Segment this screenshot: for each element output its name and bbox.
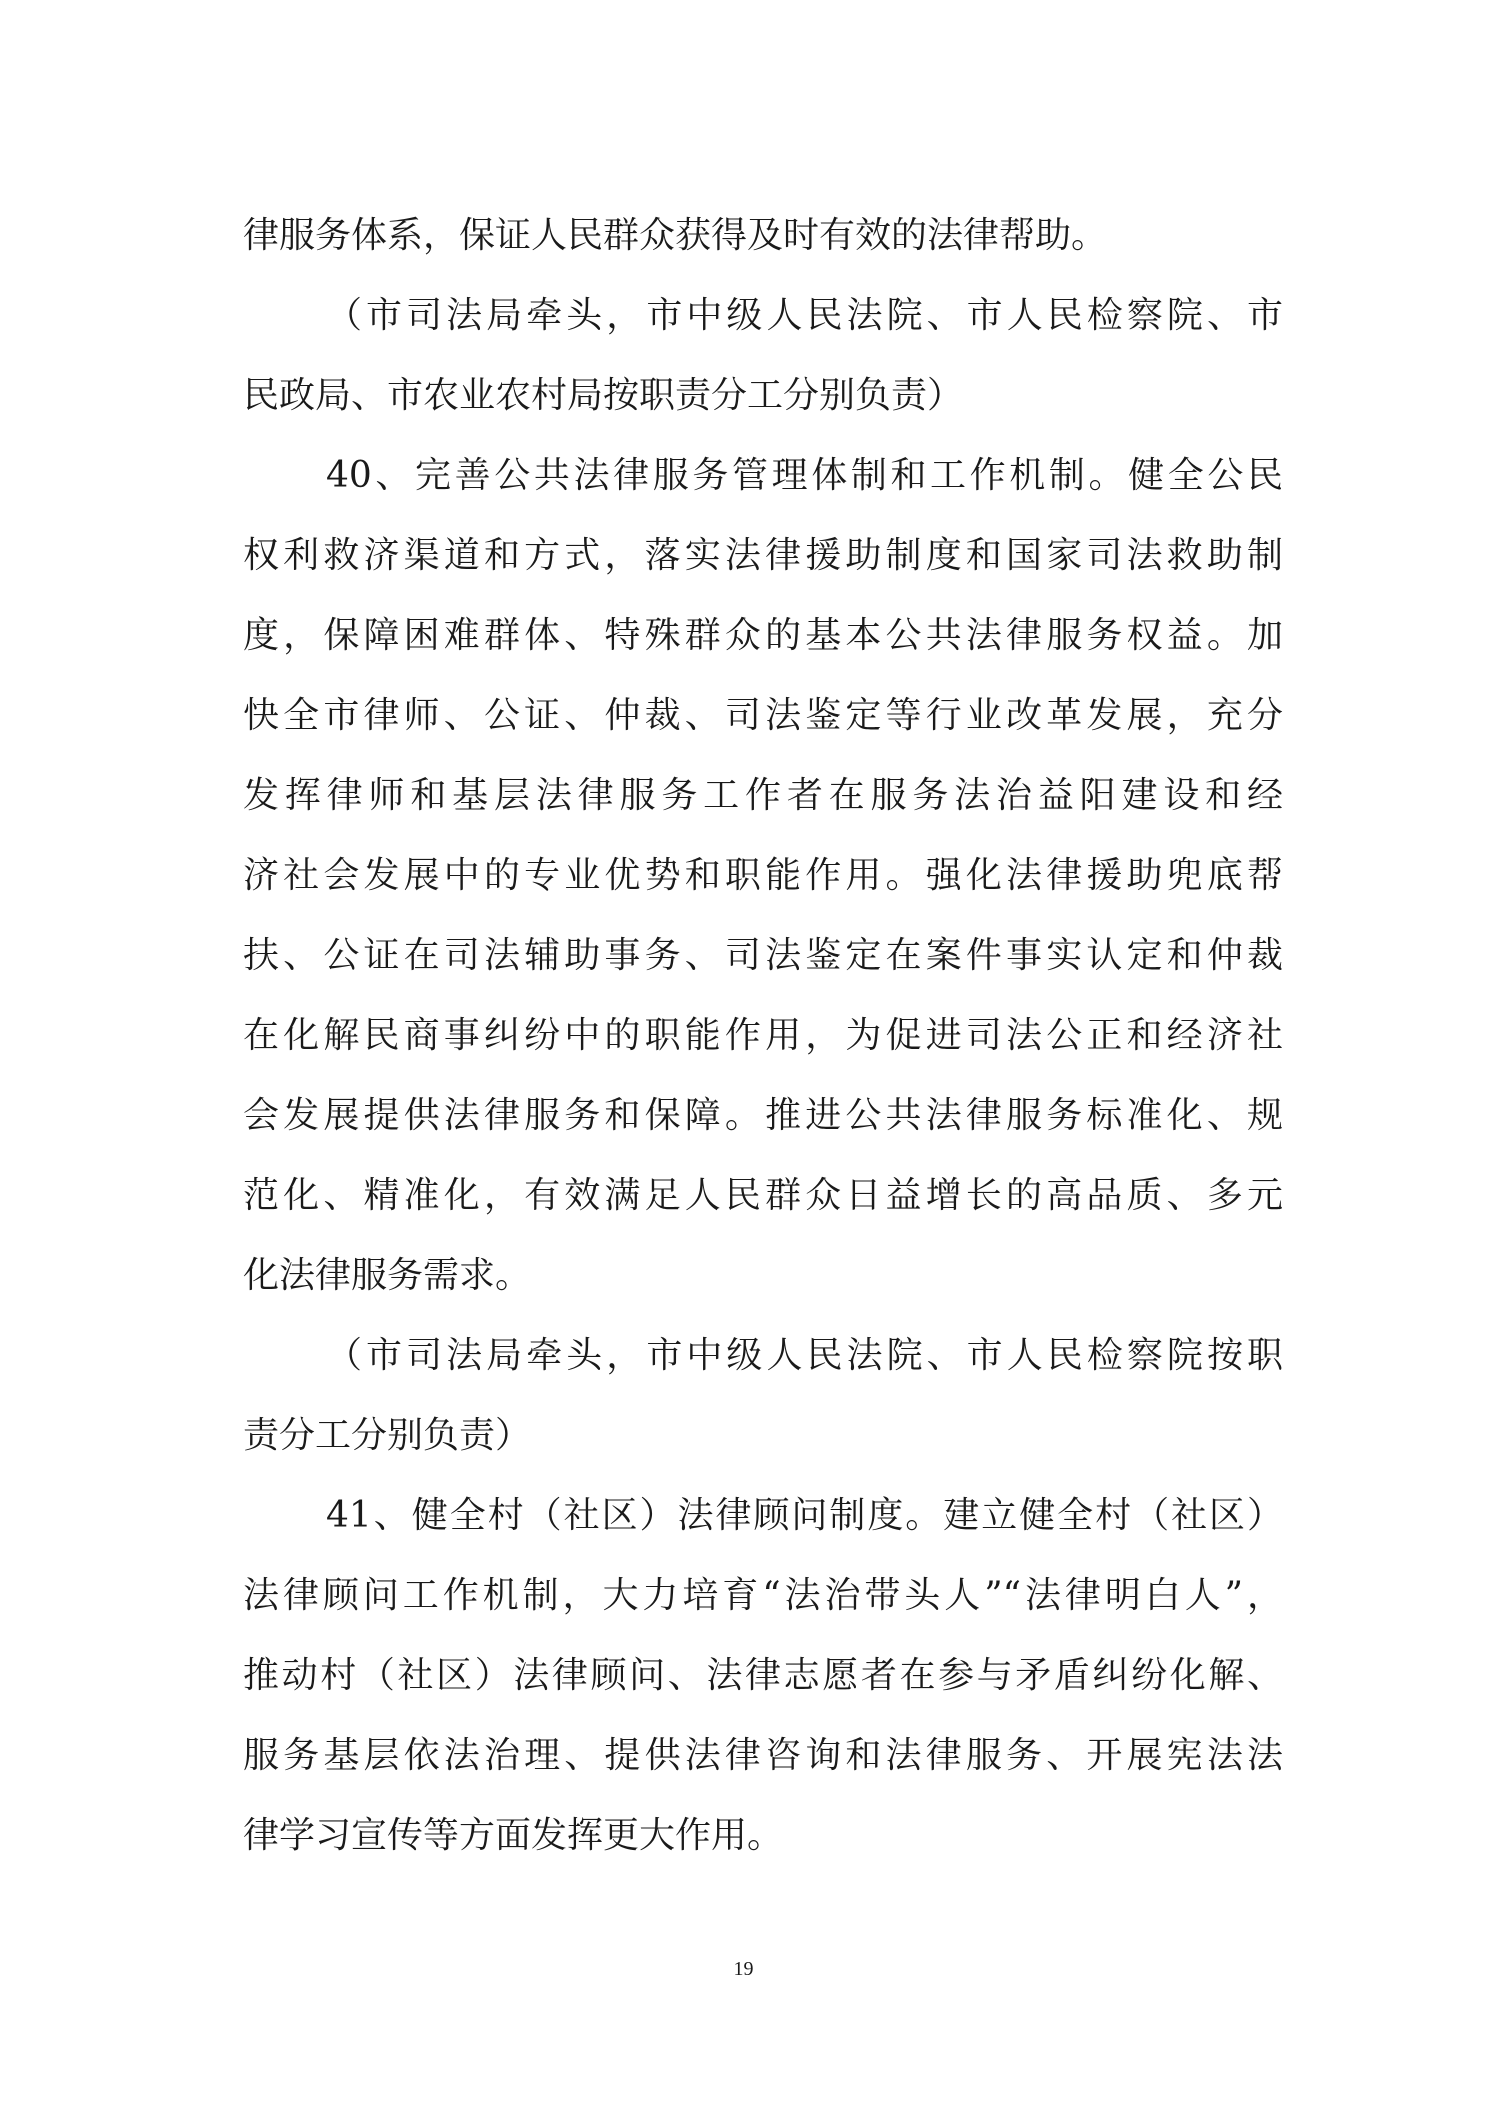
text-line: 41、健全村（社区）法律顾问制度。建立健全村（社区） [326, 1495, 1283, 1536]
text-line: 范化、精准化，有效满足人民群众日益增长的高品质、多元 [243, 1175, 1283, 1216]
text-line: 权利救济渠道和方式，落实法律援助制度和国家司法救助制 [243, 535, 1283, 576]
text-line: 济社会发展中的专业优势和职能作用。强化法律援助兜底帮 [243, 855, 1283, 896]
text-line: 扶、公证在司法辅助事务、司法鉴定在案件事实认定和仲裁 [243, 935, 1283, 976]
text-line: 律服务体系，保证人民群众获得及时有效的法律帮助。 [243, 215, 1108, 256]
text-line: 民政局、市农业农村局按职责分工分别负责） [243, 375, 964, 416]
text-line: 律学习宣传等方面发挥更大作用。 [243, 1815, 784, 1856]
text-line: 化法律服务需求。 [243, 1255, 532, 1296]
text-line: 推动村（社区）法律顾问、法律志愿者在参与矛盾纠纷化解、 [243, 1655, 1283, 1696]
text-line: 法律顾问工作机制，大力培育“法治带头人”“法律明白人”， [243, 1575, 1283, 1616]
text-line: 会发展提供法律服务和保障。推进公共法律服务标准化、规 [243, 1095, 1283, 1136]
text-line: 度，保障困难群体、特殊群众的基本公共法律服务权益。加 [243, 615, 1283, 656]
text-line: （市司法局牵头，市中级人民法院、市人民检察院、市 [326, 295, 1283, 336]
text-line: （市司法局牵头，市中级人民法院、市人民检察院按职 [326, 1335, 1283, 1376]
text-line: 服务基层依法治理、提供法律咨询和法律服务、开展宪法法 [243, 1735, 1283, 1776]
text-line: 责分工分别负责） [243, 1415, 532, 1456]
text-line: 在化解民商事纠纷中的职能作用，为促进司法公正和经济社 [243, 1015, 1283, 1056]
page-number: 19 [733, 1958, 754, 1980]
text-line: 发挥律师和基层法律服务工作者在服务法治益阳建设和经 [243, 775, 1283, 816]
text-line: 快全市律师、公证、仲裁、司法鉴定等行业改革发展，充分 [243, 695, 1283, 736]
text-line: 40、完善公共法律服务管理体制和工作机制。健全公民 [326, 455, 1283, 496]
